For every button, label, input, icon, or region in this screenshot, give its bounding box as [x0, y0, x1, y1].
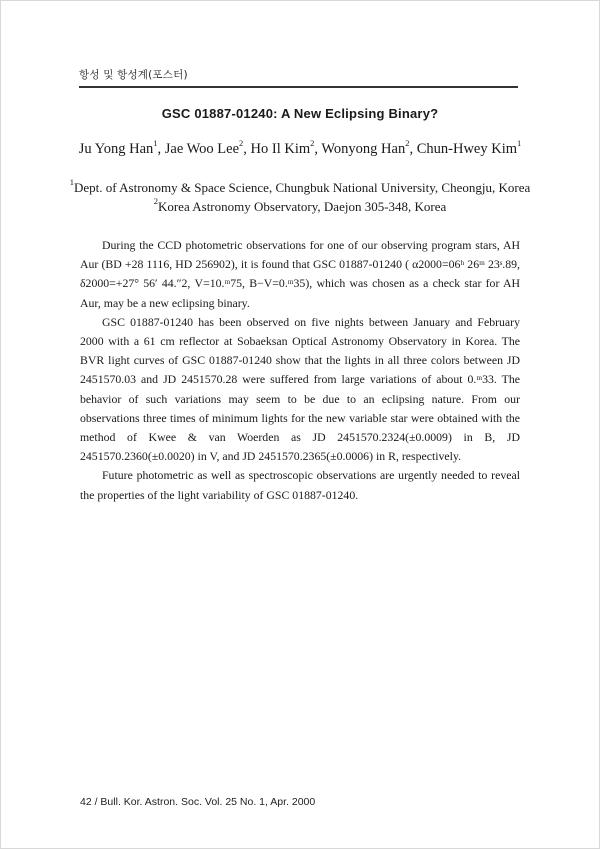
paper-title: GSC 01887-01240: A New Eclipsing Binary?: [161, 106, 439, 121]
abstract-body: [80, 236, 520, 505]
body-paragraph: GSC 01887-01240 has been observed on five nights between January and February 2000 with a 61 cm reflector at Sobaeksan Optical Astronomy Observatory in Korea. The BVR light curves of GSC 01887-01240 show that the lights in all three colors between JD 2451570.03 and JD 2451570.28 were suffered from large variations of about 0.ᵐ33. The behavior of such variations may seem to be due to an eclipsing nature. From our observations three times of minimum lights for the new variable star were obtained with the method of Kwee & van Woerden as JD 2451570.2324(±0.0009) in B, JD 2451570.2360(±0.0020) in V, and JD 2451570.2365(±0.0006) in R, respectively.: [80, 314, 520, 464]
author-affiliation-mark: 1: [153, 138, 158, 148]
header-rule: [79, 86, 518, 88]
affiliation: [0, 196, 600, 215]
running-header: 항성 및 항성계(포스터): [79, 69, 188, 81]
author-name: Jae Woo Lee: [164, 141, 240, 157]
affiliation-mark: 2: [153, 196, 158, 206]
affiliation-text: Dept. of Astronomy & Space Science, Chungbuk National University, Cheongju, Korea: [74, 180, 531, 195]
affiliation-mark: 1: [69, 177, 74, 187]
author-affiliation-mark: 1: [517, 138, 522, 148]
author-affiliation-mark: 2: [310, 138, 315, 148]
body-paragraph: During the CCD photometric observations for one of our observing program stars, AH Aur (BD +28 1116, HD 256902), it is found that GSC 01887-01240 ( α2000=06ʰ 26ᵐ 23ˢ.89, δ2000=+27° 56′ 44.″2, V=10.ᵐ75, B−V=0.ᵐ35), which was chosen as a check star for AH Aur, may be a new eclipsing binary.: [80, 238, 520, 310]
author-list: Ju Yong Han$^1$, Jae Woo Lee$^2$, Ho Il Kim$^2$, Wonyong Han$^2$, Chun-Hwey Kim$^1$: [78, 138, 522, 157]
body-paragraph: Future photometric as well as spectroscopic observations are urgently needed to reveal the properties of the light variability of GSC 01887-01240.: [80, 468, 520, 502]
page-footer: 42 / Bull. Kor. Astron. Soc. Vol. 25 No. 1, Apr. 2000: [80, 796, 316, 808]
affiliation-text: Korea Astronomy Observatory, Daejon 305-348, Korea: [157, 199, 447, 214]
author-name: Wonyong Han: [321, 141, 406, 157]
author-affiliation-mark: 2: [405, 138, 410, 148]
author-name: Ho Il Kim: [250, 141, 311, 157]
author-affiliation-mark: 2: [239, 138, 244, 148]
affiliation: [0, 177, 600, 196]
author-name: Ju Yong Han: [78, 141, 154, 157]
author-name: Chun-Hwey Kim: [416, 141, 518, 157]
